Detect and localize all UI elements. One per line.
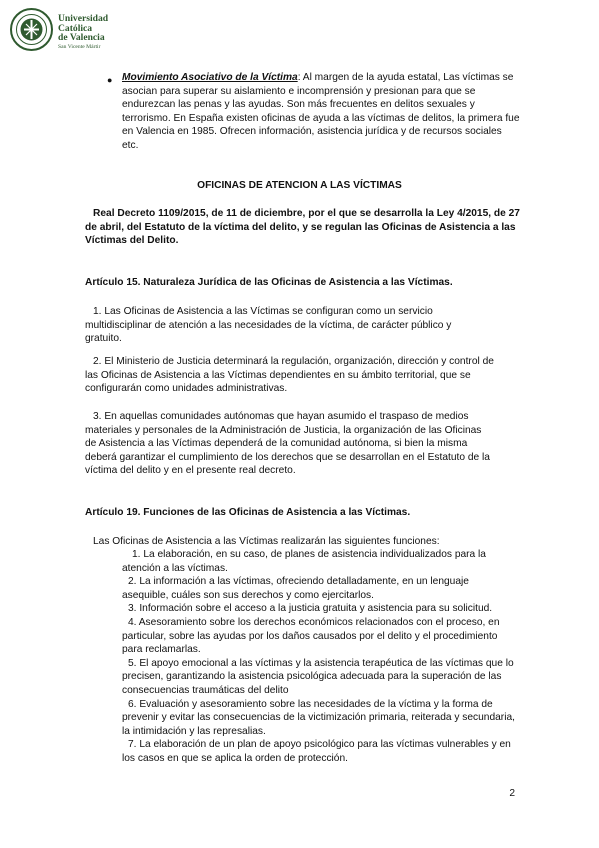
text-line: víctima del delito y en el presente real decreto. (85, 465, 296, 477)
article-15-p2 (85, 355, 525, 396)
logo-line: Católica (58, 22, 93, 34)
list-item (122, 575, 522, 602)
text-line: 7. La elaboración de un plan de apoyo psicológico para las víctimas vulnerables y en (128, 739, 511, 751)
text-line: 4. Asesoramiento sobre los derechos económicos relacionados con el proceso, en (128, 616, 500, 628)
university-logo (10, 8, 130, 52)
bullet-line-text: : Al margen de la ayuda estatal, Las víctimas se (297, 72, 514, 83)
decree-line: de abril, del Estatuto de la víctima del delito, y se regulan las Oficinas de Asistencia a las (85, 221, 516, 233)
list-item (122, 657, 522, 698)
bullet-line: asocian para superar su aislamiento e incomprensión y presionan para que se (122, 85, 476, 97)
text-line: prevenir y evitar las consecuencias de la victimización primaria, reiterada y secundaria, (122, 712, 515, 724)
decree-paragraph (85, 207, 525, 248)
section-title: OFICINAS DE ATENCION A LAS VÍCTIMAS (197, 180, 402, 191)
text-line: 2. El Ministerio de Justicia determinará la regulación, organización, dirección y control de (93, 356, 494, 367)
bullet-title: Movimiento Asociativo de la Víctima (122, 72, 298, 83)
logo-line: Universidad (58, 13, 109, 24)
text-line: consecuencias traumáticas del delito (122, 684, 289, 696)
text-line: materiales y personales de la Administración de Justicia, la organización de las Oficinas (85, 424, 482, 436)
decree-line: Real Decreto 1109/2015, de 11 de diciembre, por el que se desarrolla la Ley 4/2015, de 27 (93, 208, 520, 219)
text-line: de Asistencia a las Víctimas dependerá de la comunidad autónoma, si bien la misma (85, 438, 468, 450)
list-item (122, 616, 522, 657)
decree-line: Víctimas del Delito. (85, 235, 179, 247)
text-line: particular, sobre las ayudas por los daños causados por el delito y el procedimiento (122, 630, 498, 642)
logo-subtitle: San Vicente Mártir (58, 43, 101, 50)
list-item (122, 698, 522, 739)
university-seal-icon (10, 8, 53, 51)
text-line: para reclamarlas. (122, 644, 201, 656)
text-line: asequible, cuáles son sus derechos y como ejercitarlos. (122, 589, 374, 601)
list-item (122, 738, 522, 765)
bullet-paragraph (122, 71, 522, 153)
text-line: los casos en que se aplica la orden de protección. (122, 752, 348, 764)
list-item (122, 548, 522, 575)
text-line: las Oficinas de Asistencia a las Víctimas dependientes en su ámbito territorial, que se (85, 369, 471, 381)
text-line: precisen, garantizando la asistencia psicológica adecuada para la superación de las (122, 671, 502, 683)
article-15-p3 (85, 410, 525, 478)
bullet-line: etc. (122, 139, 139, 151)
text-line: deberá garantizar el cumplimiento de los derechos que se desarrollan en el Estatuto de la (85, 451, 490, 463)
bullet-icon: ● (107, 75, 113, 85)
article-19-intro: Las Oficinas de Asistencia a las Víctimas realizarán las siguientes funciones: (93, 536, 440, 547)
article-15-p1 (85, 305, 525, 346)
text-line: 5. El apoyo emocional a las víctimas y la asistencia terapéutica de las víctimas que lo (128, 657, 514, 669)
text-line: 3. Información sobre el acceso a la justicia gratuita y asistencia para su solicitud. (128, 603, 493, 615)
text-line: 6. Evaluación y asesoramiento sobre las necesidades de la víctima y la forma de (128, 698, 493, 710)
text-line: configurarán como unidades administrativas. (85, 383, 288, 395)
article-19-title: Artículo 19. Funciones de las Oficinas de Asistencia a las Víctimas. (85, 507, 411, 518)
article-15-title: Artículo 15. Naturaleza Jurídica de las Oficinas de Asistencia a las Víctimas. (85, 277, 453, 288)
text-line: multidisciplinar de atención a las necesidades de la víctima, de carácter público y (85, 319, 452, 331)
bullet-line-1 (122, 71, 522, 85)
function-list (122, 548, 522, 766)
bullet-line: endurezcan las penas y las ayudas. Son más frecuentes en delitos sexuales y (122, 99, 475, 111)
page-number: 2 (509, 788, 515, 799)
text-line: 1. La elaboración, en su caso, de planes de asistencia individualizados para la (132, 549, 486, 560)
text-line: la intimidación y las represalias. (122, 725, 266, 737)
text-line: gratuito. (85, 333, 122, 345)
text-line: atención a las víctimas. (122, 562, 228, 574)
text-line: 3. En aquellas comunidades autónomas que hayan asumido el traspaso de medios (93, 411, 469, 422)
bullet-line: en Valencia en 1985. Ofrecen información, asistencia jurídica y de recursos sociales (122, 126, 502, 138)
text-line: 1. Las Oficinas de Asistencia a las Víctimas se configuran como un servicio (93, 306, 433, 317)
logo-line: de Valencia (58, 32, 105, 44)
bullet-line: terrorismo. En España existen oficinas de ayuda a las víctimas de delitos, la primera fue (122, 112, 520, 124)
list-item (122, 602, 522, 616)
logo-text (58, 14, 108, 51)
text-line: 2. La información a las víctimas, ofreciendo detalladamente, en un lenguaje (128, 576, 469, 588)
